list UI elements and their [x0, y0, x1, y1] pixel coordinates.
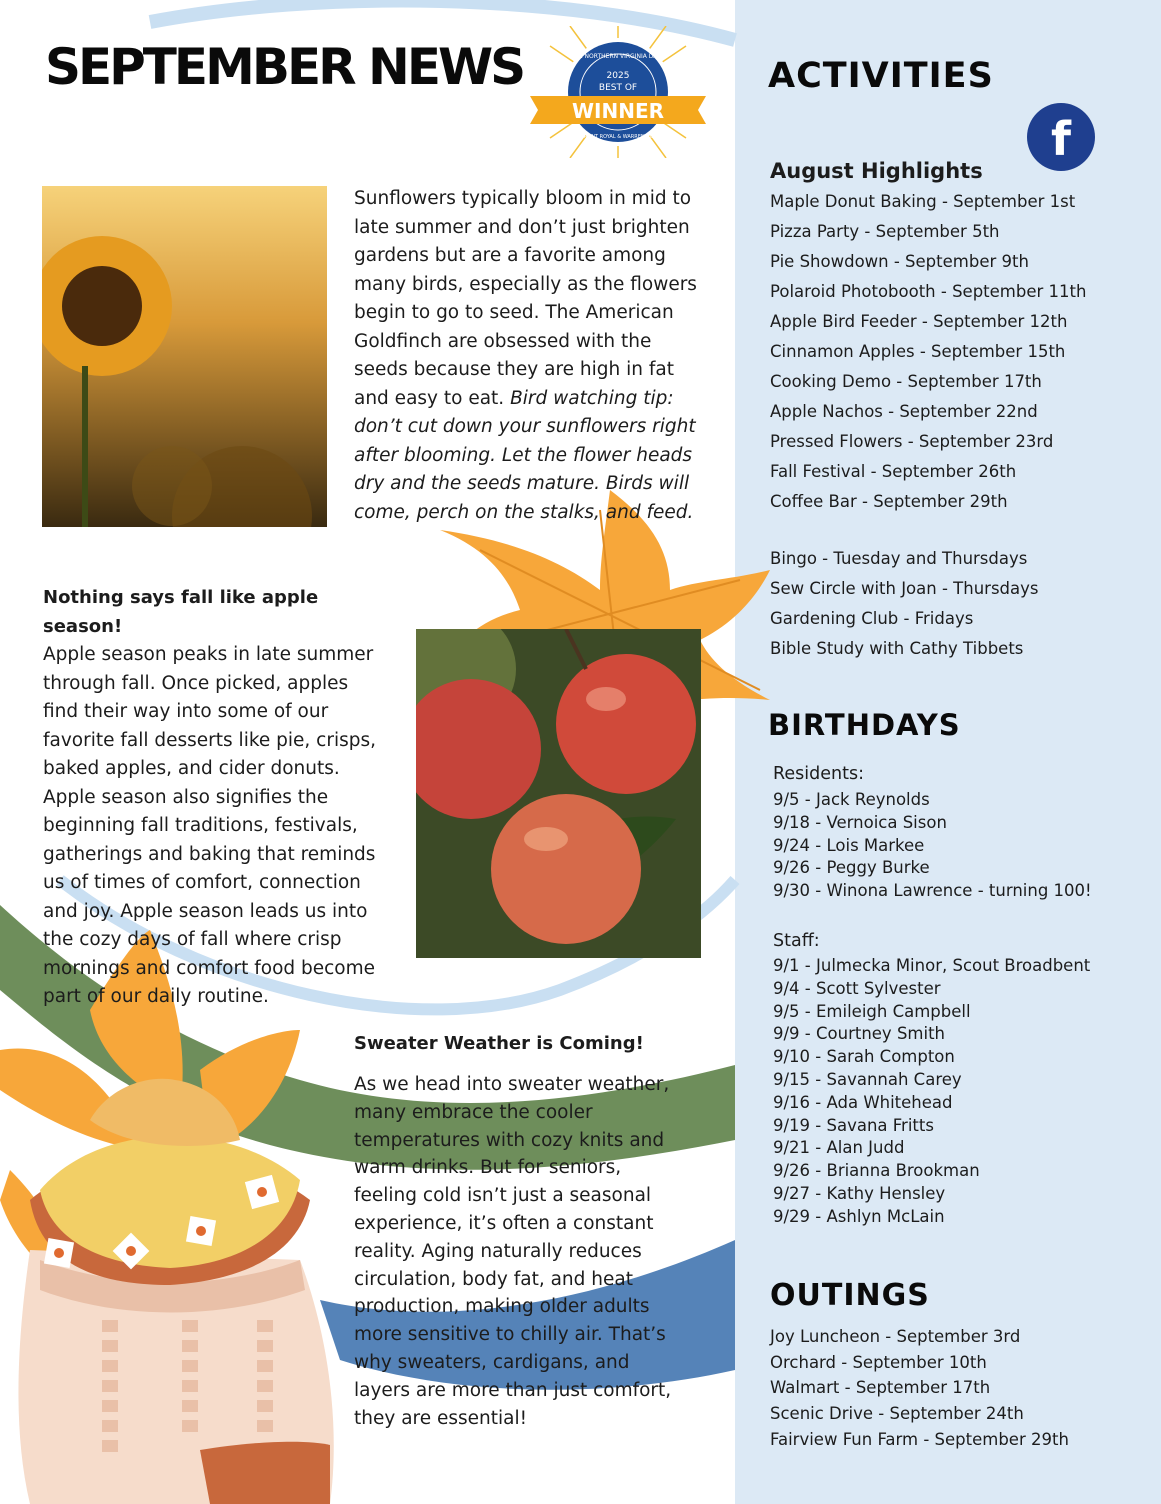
facebook-button[interactable] [1027, 103, 1095, 171]
list-item: Pie Showdown - September 9th [770, 252, 1029, 271]
list-item: Pressed Flowers - September 23rd [770, 432, 1054, 451]
outings-heading: OUTINGS [770, 1278, 930, 1313]
highlights-list [770, 187, 1086, 517]
staff-label: Staff: [773, 931, 820, 951]
apple-photo [416, 629, 701, 958]
article-line: Apple season peaks in late summer [43, 644, 374, 665]
article-line: many embrace the cooler [354, 1101, 593, 1123]
article-line: begin to go to seed. The American [354, 302, 674, 323]
article-line: feeling cold isn’t just a seasonal [354, 1185, 652, 1207]
list-item: 9/15 - Savannah Carey [773, 1069, 962, 1089]
sunflower-photo [42, 186, 327, 527]
sweater-article [354, 1071, 714, 1432]
article-line: they are essential! [354, 1407, 528, 1429]
list-item: 9/29 - Ashlyn McLain [773, 1206, 945, 1226]
list-item: 9/30 - Winona Lawrence - turning 100! [773, 881, 1092, 901]
apple-article [43, 584, 403, 1012]
article-line: mornings and comfort food become [43, 957, 376, 979]
article-line [354, 385, 704, 414]
article-line: gardens but are a favorite among [354, 245, 666, 266]
badge-arc-text: THE NORTHERN VIRGINIA DAILY [570, 53, 666, 60]
list-item: 9/1 - Julmecka Minor, Scout Broadbent [773, 956, 1091, 975]
article-line: experience, it’s often a constant [354, 1212, 654, 1234]
article-line: Goldfinch are obsessed with the [354, 330, 652, 352]
article-line: circulation, body fat, and heat [354, 1268, 633, 1290]
article-line: Apple season also signifies the [43, 786, 329, 808]
article-line: part of our daily routine. [43, 986, 269, 1007]
article-line: gatherings and baking that reminds [43, 843, 376, 865]
article-line: seeds because they are high in fat [354, 359, 674, 380]
outings-list [770, 1324, 1069, 1452]
list-item: 9/10 - Sarah Compton [773, 1047, 955, 1067]
article-line: many birds, especially as the flowers [354, 273, 697, 295]
list-item: Coffee Bar - September 29th [770, 492, 1008, 511]
award-badge [530, 26, 706, 158]
recurring-activities-list [770, 544, 1039, 664]
article-line: layers are more than just comfort, [354, 1379, 672, 1401]
list-item: Fairview Fun Farm - September 29th [770, 1429, 1069, 1449]
article-line-regular: and easy to eat. [354, 387, 511, 409]
list-item: Bible Study with Cathy Tibbets [770, 639, 1024, 658]
bird-tip-line: come, perch on the stalks, and feed. [354, 501, 694, 523]
birthdays-heading: BIRTHDAYS [768, 708, 961, 742]
residents-label: Residents: [773, 764, 864, 784]
list-item: Gardening Club - Fridays [770, 609, 974, 628]
list-item: 9/26 - Peggy Burke [773, 858, 930, 878]
article-line: Sunflowers typically bloom in mid to [354, 188, 692, 209]
list-item: 9/24 - Lois Markee [773, 835, 925, 855]
article-line: reality. Aging naturally reduces [354, 1240, 642, 1262]
article-line: and joy. Apple season leads us into [43, 900, 368, 922]
august-highlights-heading: August Highlights [770, 159, 983, 183]
residents-birthdays-list [773, 789, 1092, 903]
list-item: 9/5 - Emileigh Campbell [773, 1001, 971, 1021]
badge-ribbon-text: WINNER [571, 99, 665, 123]
article-line: baked apples, and cider donuts. [43, 758, 340, 779]
article-line: warm drinks. But for seniors, [354, 1157, 622, 1179]
list-item: 9/16 - Ada Whitehead [773, 1092, 953, 1112]
list-item: Cinnamon Apples - September 15th [770, 342, 1066, 361]
list-item: Pizza Party - September 5th [770, 222, 1000, 241]
list-item: 9/19 - Savana Fritts [773, 1115, 934, 1135]
bird-tip-line: dry and the seeds mature. Birds will [354, 473, 690, 494]
bird-tip-line: after blooming. Let the flower heads [354, 444, 693, 466]
article-line: production, making older adults [354, 1296, 650, 1318]
list-item: 9/4 - Scott Sylvester [773, 978, 941, 998]
article-line: the cozy days of fall where crisp [43, 929, 342, 950]
article-line: why sweaters, cardigans, and [354, 1351, 630, 1373]
article-line: beginning fall traditions, festivals, [43, 815, 358, 836]
list-item: 9/18 - Vernoica Sison [773, 812, 947, 832]
list-item: 9/26 - Brianna Brookman [773, 1161, 980, 1181]
article-line: find their way into some of our [43, 701, 329, 722]
badge-year: 2025 [606, 71, 630, 81]
list-item: Cooking Demo - September 17th [770, 372, 1042, 391]
facebook-icon: f [1050, 112, 1071, 166]
list-item: Scenic Drive - September 24th [770, 1404, 1024, 1424]
article-line: through fall. Once picked, apples [43, 672, 349, 694]
activities-heading: ACTIVITIES [768, 56, 994, 96]
list-item: Maple Donut Baking - September 1st [770, 192, 1076, 211]
article-line: favorite fall desserts like pie, crisps, [43, 729, 376, 751]
article-line: late summer and don’t just brighten [354, 216, 690, 238]
article-line: As we head into sweater weather, [354, 1074, 670, 1095]
sweater-heading: Sweater Weather is Coming! [354, 1033, 644, 1054]
bird-tip-intro: Bird watching tip: [510, 387, 674, 409]
list-item: 9/21 - Alan Judd [773, 1138, 905, 1158]
list-item: 9/5 - Jack Reynolds [773, 790, 930, 809]
list-item: 9/9 - Courtney Smith [773, 1024, 946, 1044]
bird-tip-line: don’t cut down your sunflowers right [354, 416, 696, 437]
article-line: us of times of comfort, connection [43, 872, 361, 893]
badge-bottom-text: FRONT ROYAL & WARREN CO. [580, 134, 656, 140]
article-line: temperatures with cozy knits and [354, 1129, 665, 1151]
list-item: Polaroid Photobooth - September 11th [770, 282, 1087, 301]
page-title: SEPTEMBER NEWS [45, 38, 524, 96]
apple-heading: Nothing says fall like apple season! [43, 587, 319, 637]
article-line: more sensitive to chilly air. That’s [354, 1324, 666, 1346]
list-item: Fall Festival - September 26th [770, 462, 1017, 481]
sunflower-article [354, 185, 704, 527]
list-item: Apple Nachos - September 22nd [770, 402, 1038, 421]
staff-birthdays-list [773, 955, 1090, 1229]
list-item: Orchard - September 10th [770, 1352, 987, 1372]
list-item: Bingo - Tuesday and Thursdays [770, 549, 1028, 568]
list-item: Apple Bird Feeder - September 12th [770, 312, 1068, 331]
list-item: Walmart - September 17th [770, 1378, 991, 1398]
list-item: Joy Luncheon - September 3rd [770, 1327, 1021, 1346]
list-item: Sew Circle with Joan - Thursdays [770, 579, 1039, 598]
badge-subtitle: BEST OF [598, 83, 638, 93]
list-item: 9/27 - Kathy Hensley [773, 1183, 946, 1203]
